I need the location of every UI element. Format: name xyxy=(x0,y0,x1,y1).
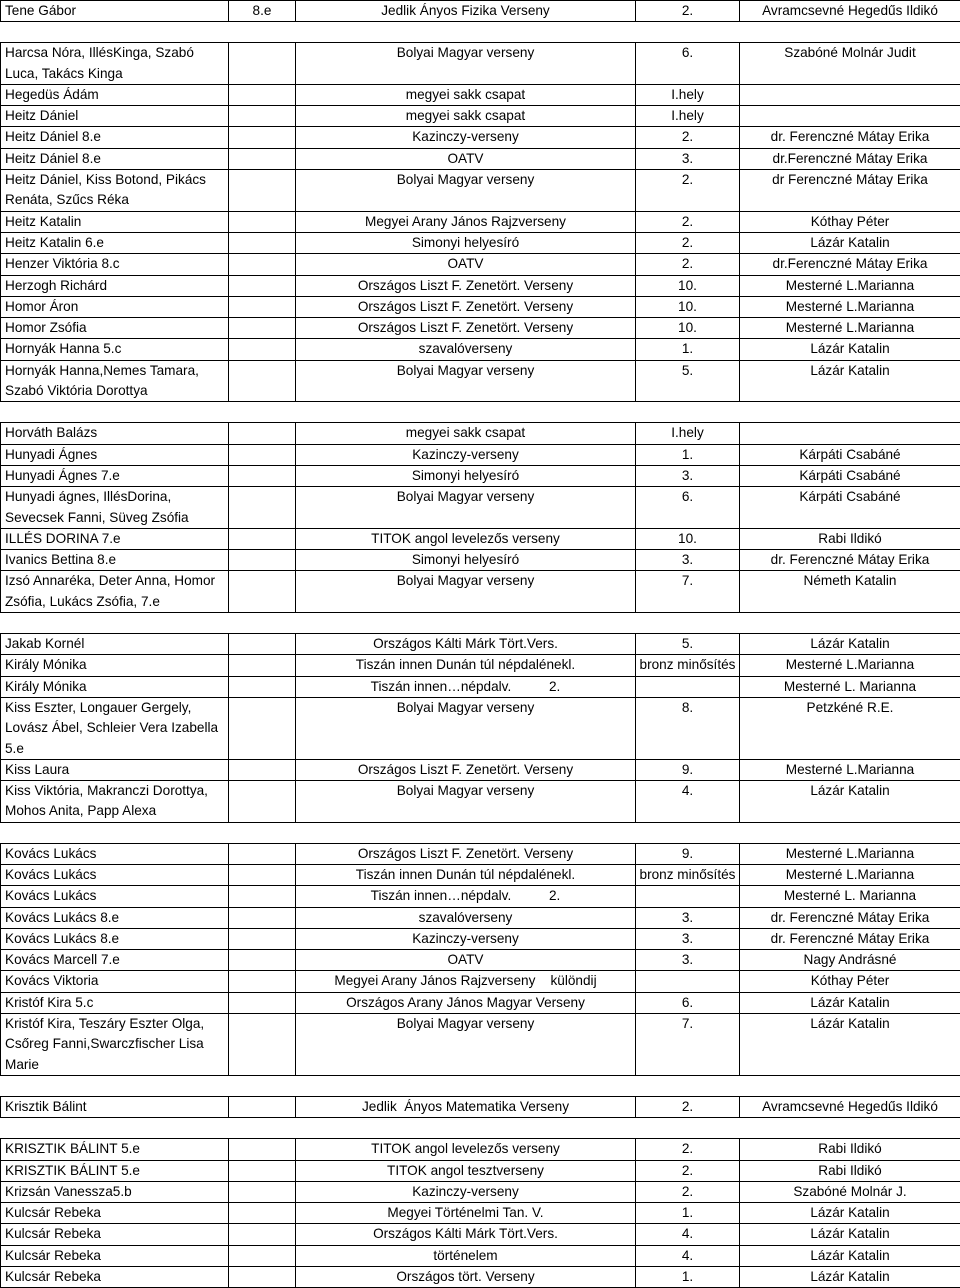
placement-cell: 4. xyxy=(636,1224,740,1245)
placement-cell: 3. xyxy=(636,928,740,949)
teacher-cell: Kóthay Péter xyxy=(740,211,960,232)
class-cell xyxy=(229,886,296,907)
spacer-cell xyxy=(1,613,960,634)
competition-cell: Országos Liszt F. Zenetört. Verseny xyxy=(296,275,636,296)
teacher-cell: Mesterné L.Marianna xyxy=(740,296,960,317)
placement-cell: 4. xyxy=(636,1245,740,1266)
competition-cell: szavalóverseny xyxy=(296,907,636,928)
competition-cell: Országos Liszt F. Zenetört. Verseny xyxy=(296,318,636,339)
teacher-cell: Lázár Katalin xyxy=(740,781,960,823)
placement-cell: 2. xyxy=(636,232,740,253)
placement-cell: 3. xyxy=(636,465,740,486)
competition-cell: megyei sakk csapat xyxy=(296,423,636,444)
student-name-cell: Heitz Dániel 8.e xyxy=(1,148,229,169)
student-name-cell: Ivanics Bettina 8.e xyxy=(1,550,229,571)
class-cell xyxy=(229,550,296,571)
placement-cell: 10. xyxy=(636,318,740,339)
student-name-cell: Kristóf Kira, Teszáry Eszter Olga, Csőreg Fanni,Swarczfischer Lisa Marie xyxy=(1,1014,229,1076)
spacer-row xyxy=(1,1075,960,1096)
student-name-cell: Krisztik Bálint xyxy=(1,1096,229,1117)
teacher-cell: dr. Ferenczné Mátay Erika xyxy=(740,907,960,928)
class-cell xyxy=(229,864,296,885)
competition-cell: Jedlik Ányos Fizika Verseny xyxy=(296,1,636,22)
placement-cell: 3. xyxy=(636,550,740,571)
teacher-cell: Kárpáti Csabáné xyxy=(740,444,960,465)
student-name-cell: Homor Áron xyxy=(1,296,229,317)
student-name-cell: Kulcsár Rebeka xyxy=(1,1224,229,1245)
placement-cell: 2. xyxy=(636,1139,740,1160)
teacher-cell: Nagy Andrásné xyxy=(740,950,960,971)
teacher-cell xyxy=(740,106,960,127)
table-row xyxy=(1,106,960,127)
placement-cell: 2. xyxy=(636,127,740,148)
placement-cell: 7. xyxy=(636,1014,740,1076)
teacher-cell: Lázár Katalin xyxy=(740,1224,960,1245)
competition-cell: Országos Arany János Magyar Verseny xyxy=(296,992,636,1013)
teacher-cell: Mesterné L.Marianna xyxy=(740,275,960,296)
table-row xyxy=(1,211,960,232)
placement-cell: 10. xyxy=(636,528,740,549)
spacer-cell xyxy=(1,822,960,843)
class-cell xyxy=(229,1096,296,1117)
class-cell xyxy=(229,318,296,339)
teacher-cell: Szabóné Molnár Judit xyxy=(740,43,960,85)
student-name-cell: Kovács Lukács xyxy=(1,843,229,864)
competition-cell: Kazinczy-verseny xyxy=(296,928,636,949)
table-row xyxy=(1,84,960,105)
table-row xyxy=(1,781,960,823)
table-row xyxy=(1,907,960,928)
competition-cell: szavalóverseny xyxy=(296,339,636,360)
competition-cell: Megyei Arany János Rajzverseny xyxy=(296,211,636,232)
placement-cell: 1. xyxy=(636,1203,740,1224)
table-row xyxy=(1,296,960,317)
competition-cell: OATV xyxy=(296,950,636,971)
competition-cell: Tiszán innen Dunán túl népdalénekl. xyxy=(296,655,636,676)
table-row xyxy=(1,550,960,571)
student-name-cell: Kovács Lukács xyxy=(1,886,229,907)
class-cell xyxy=(229,275,296,296)
competition-cell: Simonyi helyesíró xyxy=(296,550,636,571)
competition-cell: Simonyi helyesíró xyxy=(296,232,636,253)
teacher-cell: Lázár Katalin xyxy=(740,1245,960,1266)
placement-cell xyxy=(636,971,740,992)
table-row xyxy=(1,1245,960,1266)
class-cell xyxy=(229,971,296,992)
class-cell xyxy=(229,634,296,655)
spacer-cell xyxy=(1,22,960,43)
class-cell xyxy=(229,360,296,402)
table-row xyxy=(1,864,960,885)
placement-cell: 2. xyxy=(636,1160,740,1181)
class-cell xyxy=(229,170,296,212)
student-name-cell: Hunyadi Ágnes xyxy=(1,444,229,465)
class-cell xyxy=(229,907,296,928)
table-row xyxy=(1,232,960,253)
class-cell xyxy=(229,759,296,780)
competition-cell: történelem xyxy=(296,1245,636,1266)
teacher-cell xyxy=(740,84,960,105)
table-row xyxy=(1,843,960,864)
competition-cell: Bolyai Magyar verseny xyxy=(296,697,636,759)
table-row xyxy=(1,148,960,169)
teacher-cell: Avramcsevné Hegedűs Ildikó xyxy=(740,1,960,22)
table-row xyxy=(1,254,960,275)
table-row xyxy=(1,655,960,676)
student-name-cell: Kovács Lukács 8.e xyxy=(1,907,229,928)
competition-cell: OATV xyxy=(296,148,636,169)
placement-cell: 4. xyxy=(636,781,740,823)
student-name-cell: Izsó Annaréka, Deter Anna, Homor Zsófia, Lukács Zsófia, 7.e xyxy=(1,571,229,613)
student-name-cell: Király Mónika xyxy=(1,676,229,697)
competition-cell: Tiszán innen…népdalv. 2. xyxy=(296,676,636,697)
table-row xyxy=(1,43,960,85)
class-cell xyxy=(229,423,296,444)
student-name-cell: Hegedüs Ádám xyxy=(1,84,229,105)
placement-cell: 6. xyxy=(636,487,740,529)
spacer-row xyxy=(1,822,960,843)
teacher-cell: Rabi Ildikó xyxy=(740,1139,960,1160)
class-cell xyxy=(229,528,296,549)
class-cell xyxy=(229,43,296,85)
class-cell xyxy=(229,339,296,360)
competition-cell: Országos Liszt F. Zenetört. Verseny xyxy=(296,843,636,864)
student-name-cell: Kovács Lukács 8.e xyxy=(1,928,229,949)
placement-cell: 2. xyxy=(636,1,740,22)
class-cell xyxy=(229,127,296,148)
class-cell xyxy=(229,1245,296,1266)
table-row xyxy=(1,992,960,1013)
competition-cell: Bolyai Magyar verseny xyxy=(296,487,636,529)
placement-cell: 1. xyxy=(636,444,740,465)
teacher-cell: Lázár Katalin xyxy=(740,232,960,253)
competition-cell: Bolyai Magyar verseny xyxy=(296,571,636,613)
student-name-cell: Kovács Viktoria xyxy=(1,971,229,992)
class-cell xyxy=(229,465,296,486)
table-row xyxy=(1,571,960,613)
student-name-cell: Kulcsár Rebeka xyxy=(1,1245,229,1266)
student-name-cell: Hunyadi ágnes, IllésDorina, Sevecsek Fanni, Süveg Zsófia xyxy=(1,487,229,529)
student-name-cell: Heitz Dániel, Kiss Botond, Pikács Renáta, Szűcs Réka xyxy=(1,170,229,212)
student-name-cell: Krizsán Vanessza5.b xyxy=(1,1181,229,1202)
class-cell xyxy=(229,676,296,697)
competition-cell: Országos Liszt F. Zenetört. Verseny xyxy=(296,759,636,780)
teacher-cell: Mesterné L.Marianna xyxy=(740,843,960,864)
spacer-row xyxy=(1,1118,960,1139)
spacer-row xyxy=(1,22,960,43)
placement-cell: 3. xyxy=(636,907,740,928)
table-row xyxy=(1,759,960,780)
student-name-cell: Heitz Katalin xyxy=(1,211,229,232)
teacher-cell: Mesterné L.Marianna xyxy=(740,759,960,780)
student-name-cell: Henzer Viktória 8.c xyxy=(1,254,229,275)
placement-cell: 1. xyxy=(636,1267,740,1288)
placement-cell: 2. xyxy=(636,170,740,212)
table-row xyxy=(1,1181,960,1202)
spacer-row xyxy=(1,613,960,634)
table-row xyxy=(1,1014,960,1076)
class-cell xyxy=(229,296,296,317)
student-name-cell: Harcsa Nóra, IllésKinga, Szabó Luca, Takács Kinga xyxy=(1,43,229,85)
class-cell xyxy=(229,571,296,613)
teacher-cell: Mesterné L.Marianna xyxy=(740,318,960,339)
table-row xyxy=(1,423,960,444)
teacher-cell: Mesterné L.Marianna xyxy=(740,655,960,676)
student-name-cell: Király Mónika xyxy=(1,655,229,676)
table-row xyxy=(1,676,960,697)
competition-cell: Országos Kálti Márk Tört.Vers. xyxy=(296,1224,636,1245)
class-cell: 8.e xyxy=(229,1,296,22)
competition-cell: Bolyai Magyar verseny xyxy=(296,1014,636,1076)
placement-cell: 2. xyxy=(636,1096,740,1117)
placement-cell: I.hely xyxy=(636,106,740,127)
table-row xyxy=(1,634,960,655)
table-row xyxy=(1,1224,960,1245)
class-cell xyxy=(229,1160,296,1181)
student-name-cell: ILLÉS DORINA 7.e xyxy=(1,528,229,549)
student-name-cell: Heitz Dániel xyxy=(1,106,229,127)
class-cell xyxy=(229,211,296,232)
placement-cell: 10. xyxy=(636,296,740,317)
teacher-cell: Lázár Katalin xyxy=(740,992,960,1013)
placement-cell: bronz minősítés xyxy=(636,655,740,676)
spacer-cell xyxy=(1,1075,960,1096)
class-cell xyxy=(229,1224,296,1245)
class-cell xyxy=(229,1014,296,1076)
class-cell xyxy=(229,254,296,275)
teacher-cell: Lázár Katalin xyxy=(740,360,960,402)
competition-cell: Bolyai Magyar verseny xyxy=(296,170,636,212)
teacher-cell: dr Ferenczné Mátay Erika xyxy=(740,170,960,212)
teacher-cell: Petzkéné R.E. xyxy=(740,697,960,759)
placement-cell: 9. xyxy=(636,843,740,864)
placement-cell: 2. xyxy=(636,211,740,232)
class-cell xyxy=(229,444,296,465)
placement-cell: bronz minősítés xyxy=(636,864,740,885)
spacer-cell xyxy=(1,402,960,423)
table-row xyxy=(1,1160,960,1181)
competition-cell: Országos Liszt F. Zenetört. Verseny xyxy=(296,296,636,317)
class-cell xyxy=(229,1139,296,1160)
teacher-cell: Lázár Katalin xyxy=(740,1203,960,1224)
class-cell xyxy=(229,950,296,971)
competition-cell: Bolyai Magyar verseny xyxy=(296,781,636,823)
table-row xyxy=(1,950,960,971)
class-cell xyxy=(229,84,296,105)
placement-cell: 5. xyxy=(636,360,740,402)
table-row xyxy=(1,971,960,992)
teacher-cell: dr. Ferenczné Mátay Erika xyxy=(740,127,960,148)
competition-cell: Jedlik Ányos Matematika Verseny xyxy=(296,1096,636,1117)
teacher-cell xyxy=(740,423,960,444)
competition-cell: Megyei Történelmi Tan. V. xyxy=(296,1203,636,1224)
spacer-cell xyxy=(1,1118,960,1139)
student-name-cell: Kiss Eszter, Longauer Gergely, Lovász Ábel, Schleier Vera Izabella 5.e xyxy=(1,697,229,759)
student-name-cell: Kovács Lukács xyxy=(1,864,229,885)
class-cell xyxy=(229,697,296,759)
placement-cell: 3. xyxy=(636,950,740,971)
teacher-cell: Lázár Katalin xyxy=(740,1267,960,1288)
placement-cell: 6. xyxy=(636,43,740,85)
student-name-cell: Heitz Dániel 8.e xyxy=(1,127,229,148)
student-name-cell: Jakab Kornél xyxy=(1,634,229,655)
placement-cell: 1. xyxy=(636,339,740,360)
student-name-cell: Horváth Balázs xyxy=(1,423,229,444)
placement-cell: 6. xyxy=(636,992,740,1013)
teacher-cell: dr.Ferenczné Mátay Erika xyxy=(740,254,960,275)
teacher-cell: dr.Ferenczné Mátay Erika xyxy=(740,148,960,169)
placement-cell: I.hely xyxy=(636,423,740,444)
table-row xyxy=(1,360,960,402)
competition-cell: OATV xyxy=(296,254,636,275)
placement-cell: I.hely xyxy=(636,84,740,105)
student-name-cell: Kovács Marcell 7.e xyxy=(1,950,229,971)
competition-cell: TITOK angol levelezős verseny xyxy=(296,528,636,549)
table-row xyxy=(1,275,960,296)
table-row xyxy=(1,886,960,907)
placement-cell xyxy=(636,676,740,697)
placement-cell: 7. xyxy=(636,571,740,613)
teacher-cell: Szabóné Molnár J. xyxy=(740,1181,960,1202)
table-row xyxy=(1,1203,960,1224)
competition-cell: Megyei Arany János Rajzverseny különdij xyxy=(296,971,636,992)
placement-cell: 2. xyxy=(636,1181,740,1202)
results-rows xyxy=(1,1,960,1288)
teacher-cell: Avramcsevné Hegedűs Ildikó xyxy=(740,1096,960,1117)
class-cell xyxy=(229,106,296,127)
student-name-cell: Kristóf Kira 5.c xyxy=(1,992,229,1013)
teacher-cell: Németh Katalin xyxy=(740,571,960,613)
table-row xyxy=(1,127,960,148)
table-row xyxy=(1,1267,960,1288)
class-cell xyxy=(229,487,296,529)
table-row xyxy=(1,465,960,486)
teacher-cell: Lázár Katalin xyxy=(740,339,960,360)
student-name-cell: Hornyák Hanna 5.c xyxy=(1,339,229,360)
placement-cell: 9. xyxy=(636,759,740,780)
student-name-cell: Hornyák Hanna,Nemes Tamara, Szabó Viktória Dorottya xyxy=(1,360,229,402)
student-name-cell: Kulcsár Rebeka xyxy=(1,1267,229,1288)
placement-cell: 8. xyxy=(636,697,740,759)
placement-cell: 5. xyxy=(636,634,740,655)
student-name-cell: Kiss Laura xyxy=(1,759,229,780)
competition-cell: Tiszán innen…népdalv. 2. xyxy=(296,886,636,907)
placement-cell: 3. xyxy=(636,148,740,169)
class-cell xyxy=(229,1203,296,1224)
competition-cell: Kazinczy-verseny xyxy=(296,1181,636,1202)
table-row xyxy=(1,697,960,759)
competition-cell: Kazinczy-verseny xyxy=(296,444,636,465)
student-name-cell: Heitz Katalin 6.e xyxy=(1,232,229,253)
placement-cell xyxy=(636,886,740,907)
student-name-cell: Kulcsár Rebeka xyxy=(1,1203,229,1224)
table-row xyxy=(1,318,960,339)
class-cell xyxy=(229,232,296,253)
teacher-cell: Kárpáti Csabáné xyxy=(740,465,960,486)
student-name-cell: Kiss Viktória, Makranczi Dorottya, Mohos Anita, Papp Alexa xyxy=(1,781,229,823)
student-name-cell: Herzogh Richárd xyxy=(1,275,229,296)
table-row xyxy=(1,339,960,360)
class-cell xyxy=(229,992,296,1013)
table-row xyxy=(1,487,960,529)
competition-cell: Simonyi helyesíró xyxy=(296,465,636,486)
table-row xyxy=(1,444,960,465)
class-cell xyxy=(229,843,296,864)
student-name-cell: Tene Gábor xyxy=(1,1,229,22)
table-row xyxy=(1,1096,960,1117)
class-cell xyxy=(229,148,296,169)
table-row xyxy=(1,1139,960,1160)
class-cell xyxy=(229,1181,296,1202)
teacher-cell: dr. Ferenczné Mátay Erika xyxy=(740,550,960,571)
teacher-cell: Kárpáti Csabáné xyxy=(740,487,960,529)
competition-cell: Tiszán innen Dunán túl népdalénekl. xyxy=(296,864,636,885)
student-name-cell: Hunyadi Ágnes 7.e xyxy=(1,465,229,486)
competition-cell: Országos Kálti Márk Tört.Vers. xyxy=(296,634,636,655)
placement-cell: 2. xyxy=(636,254,740,275)
teacher-cell: Rabi Ildikó xyxy=(740,528,960,549)
spacer-row xyxy=(1,402,960,423)
teacher-cell: Lázár Katalin xyxy=(740,634,960,655)
competition-cell: TITOK angol levelezős verseny xyxy=(296,1139,636,1160)
placement-cell: 10. xyxy=(636,275,740,296)
teacher-cell: Mesterné L. Marianna xyxy=(740,676,960,697)
teacher-cell: Mesterné L. Marianna xyxy=(740,886,960,907)
teacher-cell: Lázár Katalin xyxy=(740,1014,960,1076)
class-cell xyxy=(229,1267,296,1288)
competition-cell: TITOK angol tesztverseny xyxy=(296,1160,636,1181)
table-row xyxy=(1,528,960,549)
class-cell xyxy=(229,655,296,676)
teacher-cell: Mesterné L.Marianna xyxy=(740,864,960,885)
student-name-cell: KRISZTIK BÁLINT 5.e xyxy=(1,1139,229,1160)
teacher-cell: Rabi Ildikó xyxy=(740,1160,960,1181)
class-cell xyxy=(229,928,296,949)
competition-cell: Bolyai Magyar verseny xyxy=(296,43,636,85)
table-row xyxy=(1,1,960,22)
student-name-cell: Homor Zsófia xyxy=(1,318,229,339)
competition-cell: Országos tört. Verseny xyxy=(296,1267,636,1288)
competition-cell: megyei sakk csapat xyxy=(296,84,636,105)
competition-cell: Kazinczy-verseny xyxy=(296,127,636,148)
competition-cell: Bolyai Magyar verseny xyxy=(296,360,636,402)
teacher-cell: dr. Ferenczné Mátay Erika xyxy=(740,928,960,949)
table-row xyxy=(1,170,960,212)
teacher-cell: Kóthay Péter xyxy=(740,971,960,992)
table-row xyxy=(1,928,960,949)
competition-cell: megyei sakk csapat xyxy=(296,106,636,127)
class-cell xyxy=(229,781,296,823)
student-name-cell: KRISZTIK BÁLINT 5.e xyxy=(1,1160,229,1181)
